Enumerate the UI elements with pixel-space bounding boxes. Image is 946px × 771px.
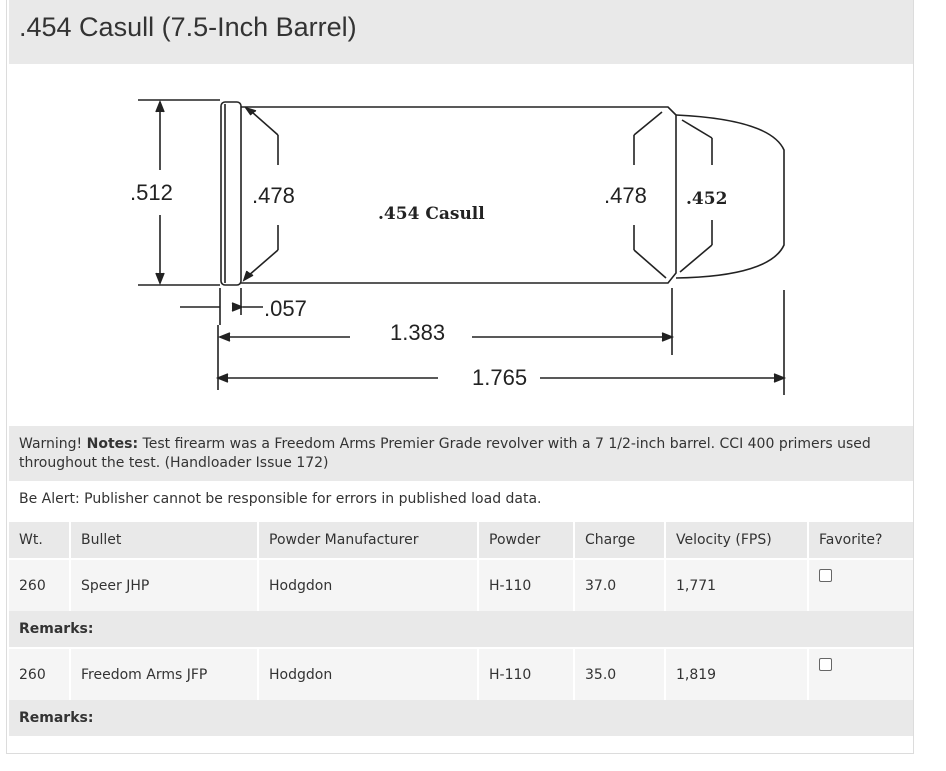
header-wt: Wt. bbox=[9, 522, 70, 558]
overall-length-label: 1.765 bbox=[472, 365, 528, 390]
page-title: .454 Casull (7.5-Inch Barrel) bbox=[19, 12, 357, 42]
bullet-diameter-label: .452 bbox=[686, 189, 728, 209]
table-row bbox=[9, 560, 913, 611]
rim-thickness-label: .057 bbox=[264, 296, 307, 321]
favorite-checkbox[interactable] bbox=[819, 569, 832, 582]
cartridge-rim-shape bbox=[221, 102, 241, 285]
cell-powder: H-110 bbox=[478, 649, 574, 700]
header-velocity: Velocity (FPS) bbox=[665, 522, 808, 558]
cell-favorite bbox=[808, 649, 913, 700]
warning-label: Warning! bbox=[19, 436, 83, 452]
cell-powder-manufacturer: Hodgdon bbox=[258, 560, 478, 611]
case-head-diameter-label: .478 bbox=[252, 183, 295, 208]
notes-body: Test firearm was a Freedom Arms Premier Grade revolver with a 7 1/2-inch barrel. CCI 400 primers used throughout the test. (Handloader Issue 172) bbox=[19, 436, 871, 471]
cell-velocity: 1,771 bbox=[665, 560, 808, 611]
notes-label: Notes: bbox=[86, 436, 139, 452]
case-length-label: 1.383 bbox=[390, 320, 446, 345]
cell-charge: 35.0 bbox=[574, 649, 665, 700]
cell-velocity: 1,819 bbox=[665, 649, 808, 700]
cell-charge: 37.0 bbox=[574, 560, 665, 611]
cell-favorite bbox=[808, 560, 913, 611]
favorite-checkbox[interactable] bbox=[819, 658, 832, 671]
remarks-row bbox=[9, 611, 913, 647]
header-powder: Powder bbox=[478, 522, 574, 558]
table-header-row bbox=[9, 522, 913, 558]
header-powder-manufacturer: Powder Manufacturer bbox=[258, 522, 478, 558]
cell-wt: 260 bbox=[9, 560, 70, 611]
case-mouth-diameter-label: .478 bbox=[604, 183, 647, 208]
alert-text: Be Alert: Publisher cannot be responsible for errors in published load data. bbox=[19, 491, 542, 507]
header-charge: Charge bbox=[574, 522, 665, 558]
cell-wt: 260 bbox=[9, 649, 70, 700]
load-data-table bbox=[9, 522, 913, 736]
cell-bullet: Speer JHP bbox=[70, 560, 258, 611]
header-bullet: Bullet bbox=[70, 522, 258, 558]
cell-powder: H-110 bbox=[478, 560, 574, 611]
notes-text bbox=[19, 435, 899, 473]
header-favorite: Favorite? bbox=[819, 532, 883, 548]
cartridge-name-label: .454 Casull bbox=[378, 204, 485, 224]
cartridge-diagram bbox=[120, 90, 800, 410]
rim-diameter-label: .512 bbox=[130, 180, 173, 205]
cell-bullet: Freedom Arms JFP bbox=[70, 649, 258, 700]
remarks-label: Remarks: bbox=[19, 710, 94, 726]
table-row bbox=[9, 649, 913, 700]
remarks-label: Remarks: bbox=[19, 621, 94, 637]
remarks-row bbox=[9, 700, 913, 736]
cell-powder-manufacturer: Hodgdon bbox=[258, 649, 478, 700]
